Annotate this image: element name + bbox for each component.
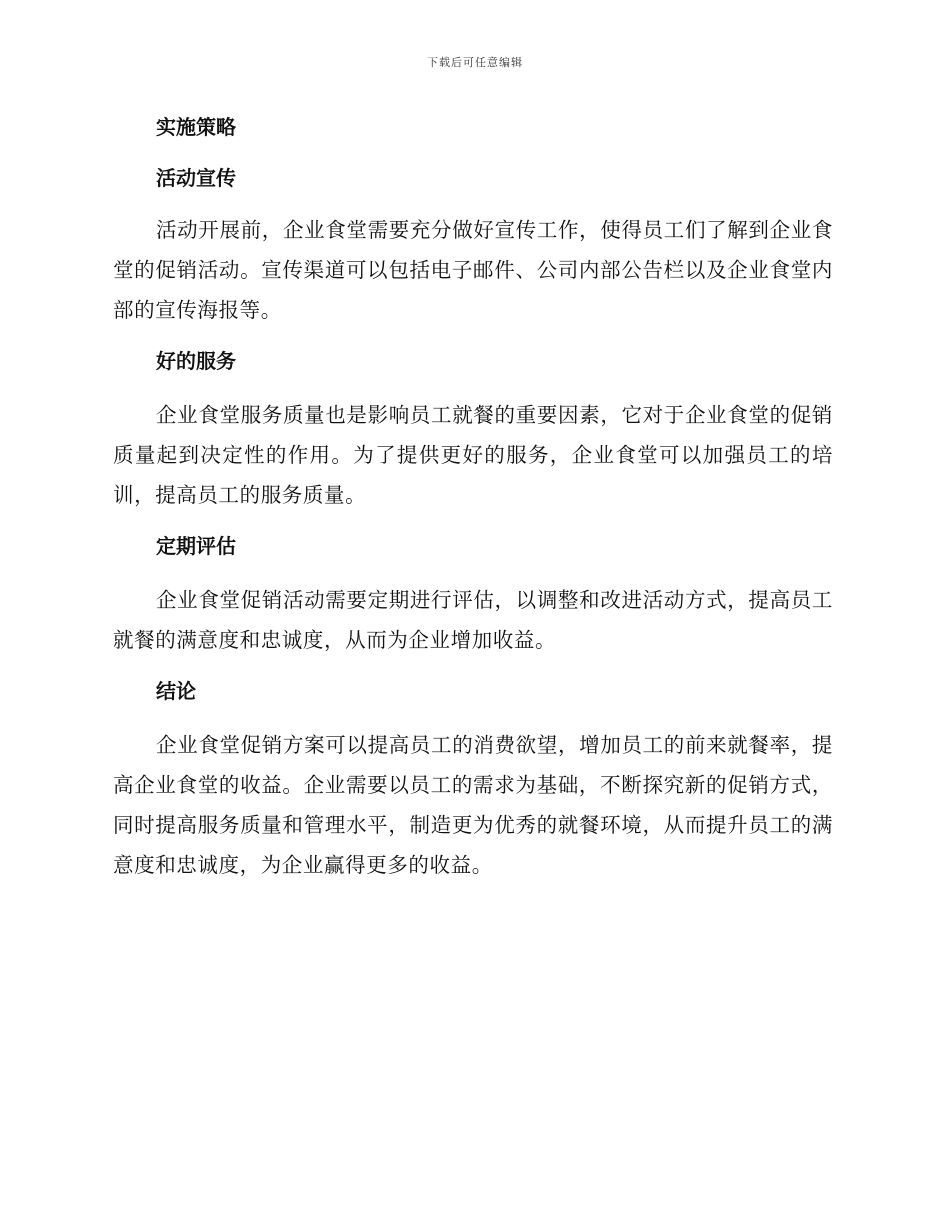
section-heading-implementation: 实施策略 — [156, 115, 236, 139]
paragraph-promotion: 活动开展前，企业食堂需要充分做好宣传工作，使得员工们了解到企业食堂的促销活动。宣传渠道可以包括电子邮件、公司内部公告栏以及企业食堂内部的宣传海报等。 — [113, 218, 833, 322]
section-heading-conclusion: 结论 — [156, 679, 196, 703]
paragraph-service: 企业食堂服务质量也是影响员工就餐的重要因素，它对于企业食堂的促销质量起到决定性的作用。为了提供更好的服务，企业食堂可以加强员工的培训，提高员工的服务质量。 — [113, 403, 833, 507]
section-heading-promotion: 活动宣传 — [156, 166, 236, 190]
paragraph-evaluation: 企业食堂促销活动需要定期进行评估，以调整和改进活动方式，提高员工就餐的满意度和忠诚度，从而为企业增加收益。 — [113, 588, 833, 652]
section-heading-evaluation: 定期评估 — [156, 534, 236, 558]
document-body — [113, 110, 833, 899]
section-heading-service: 好的服务 — [156, 349, 236, 373]
paragraph-conclusion: 企业食堂促销方案可以提高员工的消费欲望，增加员工的前来就餐率，提高企业食堂的收益。企业需要以员工的需求为基础，不断探究新的促销方式，同时提高服务质量和管理水平，制造更为优秀的就餐环境，从而提升员工的满意度和忠诚度，为企业赢得更多的收益。 — [113, 733, 833, 877]
header-note: 下载后可任意编辑 — [427, 56, 523, 69]
